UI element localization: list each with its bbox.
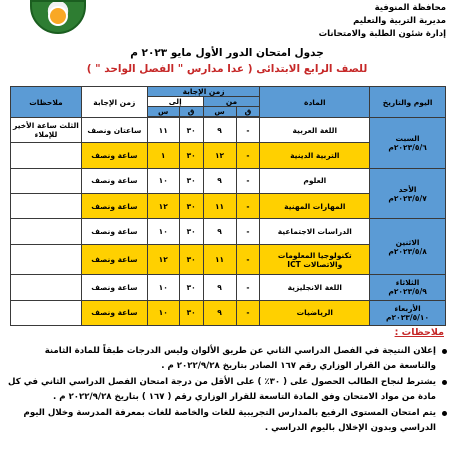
header-exam-time: زمن الإجابة	[147, 87, 260, 97]
table-row	[11, 275, 446, 300]
schedule-body	[11, 118, 446, 326]
table-row	[11, 219, 446, 244]
from-minute-cell: -	[236, 300, 260, 325]
duration-cell: ساعة ونصف	[81, 143, 147, 168]
to-hour-cell: ١١	[147, 118, 179, 143]
note-item: يتم امتحان المستوى الرفيع بالمدارس التجريبية للغات والخاصة للغات بمعرفة المدرسة وخلال اليوم الدراسي وبدون الإخلال باليوم الدراسي .	[8, 406, 448, 435]
day-date-cell	[370, 275, 446, 300]
from-hour-cell: ٩	[203, 300, 236, 325]
from-minute-cell: -	[236, 219, 260, 244]
from-hour-cell: ١١	[203, 244, 236, 274]
day-name: الثلاثاء	[395, 278, 420, 288]
department-name: إدارة شئون الطلبة والامتحانات	[318, 29, 446, 39]
day-date-cell	[370, 219, 446, 275]
to-hour-cell: ١٢	[147, 244, 179, 274]
from-minute-cell: -	[236, 168, 260, 193]
subject-cell: تكنولوجيا المعلومات والاتصالات ICT	[260, 244, 370, 274]
to-minute-cell: ٣٠	[179, 219, 203, 244]
day-name: السبت	[395, 133, 420, 143]
table-row	[11, 118, 446, 143]
to-hour-cell: ١٢	[147, 194, 179, 219]
header-day-date: اليوم والتاريخ	[370, 87, 446, 118]
note-cell	[11, 300, 82, 325]
duration-cell: ساعة ونصف	[81, 194, 147, 219]
notes-list	[8, 344, 448, 437]
note-cell	[11, 219, 82, 244]
to-minute-cell: ٣٠	[179, 118, 203, 143]
day-name: الأحد	[398, 184, 417, 194]
to-hour-cell: ١٠	[147, 275, 179, 300]
subject-cell: الدراسات الاجتماعية	[260, 219, 370, 244]
to-hour-cell: ١٠	[147, 300, 179, 325]
exam-date: ٢٠٢٣/٥/٦م	[388, 142, 427, 152]
header-duration: زمن الإجابة	[81, 87, 147, 118]
table-row	[11, 168, 446, 193]
issuer-header	[319, 2, 446, 41]
to-hour-cell: ١٠	[147, 219, 179, 244]
exam-date: ٢٠٢٣/٥/٧م	[388, 193, 427, 203]
from-hour-cell: ٩	[203, 275, 236, 300]
header-to-min: ق	[179, 107, 203, 117]
exam-date: ٢٠٢٣/٥/١٠م	[386, 312, 430, 322]
day-date-cell	[370, 118, 446, 169]
directorate-name: مديرية التربية والتعليم	[353, 16, 446, 26]
notes-title: ملاحظات :	[394, 327, 444, 338]
from-minute-cell: -	[236, 275, 260, 300]
exam-date: ٢٠٢٣/٥/٩م	[388, 287, 427, 297]
note-cell	[11, 194, 82, 219]
note-item: إعلان النتيجة في الفصل الدراسي الثاني عن طريق الألوان وليس الدرجات طبقاً للمادة الثامنة والتاسعة من القرار الوزاري رقم ١٦٧ الصادر بتاريخ ٢٠٢٢/٩/٢٨ م .	[8, 344, 448, 373]
from-minute-cell: -	[236, 194, 260, 219]
table-row	[11, 300, 446, 325]
note-cell	[11, 143, 82, 168]
exam-schedule-table	[10, 86, 446, 326]
to-minute-cell: ٣٠	[179, 143, 203, 168]
to-hour-cell: ١	[147, 143, 179, 168]
page-title: جدول امتحان الدور الأول مايو ٢٠٢٣ م	[130, 47, 324, 59]
header-to-hour: س	[147, 107, 179, 117]
subject-cell: المهارات المهنية	[260, 194, 370, 219]
header-from-min: ق	[236, 107, 260, 117]
duration-cell: ساعة ونصف	[81, 168, 147, 193]
to-minute-cell: ٣٠	[179, 194, 203, 219]
from-hour-cell: ٩	[203, 219, 236, 244]
to-minute-cell: ٣٠	[179, 300, 203, 325]
to-minute-cell: ٣٠	[179, 244, 203, 274]
day-date-cell	[370, 168, 446, 219]
header-notes: ملاحظات	[11, 87, 82, 118]
day-name: الاثنين	[395, 237, 420, 247]
duration-cell: ساعة ونصف	[81, 275, 147, 300]
exam-date: ٢٠٢٣/٥/٨م	[388, 246, 427, 256]
duration-cell: ساعتان ونصف	[81, 118, 147, 143]
note-cell	[11, 168, 82, 193]
duration-cell: ساعة ونصف	[81, 300, 147, 325]
to-minute-cell: ٣٠	[179, 275, 203, 300]
from-minute-cell: -	[236, 118, 260, 143]
duration-cell: ساعة ونصف	[81, 219, 147, 244]
ministry-logo	[30, 0, 86, 34]
note-cell: الثلث ساعة الأخير للإملاء	[11, 118, 82, 143]
subject-cell: اللغة الانجليزية	[260, 275, 370, 300]
note-cell	[11, 275, 82, 300]
to-hour-cell: ١٠	[147, 168, 179, 193]
day-date-cell	[370, 300, 446, 325]
from-minute-cell: -	[236, 244, 260, 274]
page-subtitle: للصف الرابع الابتدائى ( عدا مدارس " الفصل الواحد " )	[86, 63, 368, 75]
governorate-name: محافظة المنوفية	[374, 3, 446, 13]
subject-cell: العلوم	[260, 168, 370, 193]
header-from-hour: س	[203, 107, 236, 117]
from-minute-cell: -	[236, 143, 260, 168]
to-minute-cell: ٣٠	[179, 168, 203, 193]
header-subject: المادة	[260, 87, 370, 118]
from-hour-cell: ٩	[203, 118, 236, 143]
from-hour-cell: ١١	[203, 194, 236, 219]
day-name: الأربعاء	[394, 303, 421, 313]
header-from: من	[203, 97, 260, 107]
subject-cell: اللغة العربية	[260, 118, 370, 143]
note-item: يشترط لنجاح الطالب الحصول على ( ٣٠٪ ) على الأقل من درجة امتحان الفصل الدراسي الثاني في كل مادة من مواد الامتحان وفق المادة التاسعة للقرار الوزاري رقم ( ١٦٧ ) بتاريخ ٢٠٢٢/٩/٢٨ م .	[8, 375, 448, 404]
duration-cell: ساعة ونصف	[81, 244, 147, 274]
from-hour-cell: ١٢	[203, 143, 236, 168]
subject-cell: الرياضيات	[260, 300, 370, 325]
subject-cell: التربية الدينية	[260, 143, 370, 168]
note-cell	[11, 244, 82, 274]
header-to: إلى	[147, 97, 203, 107]
from-hour-cell: ٩	[203, 168, 236, 193]
